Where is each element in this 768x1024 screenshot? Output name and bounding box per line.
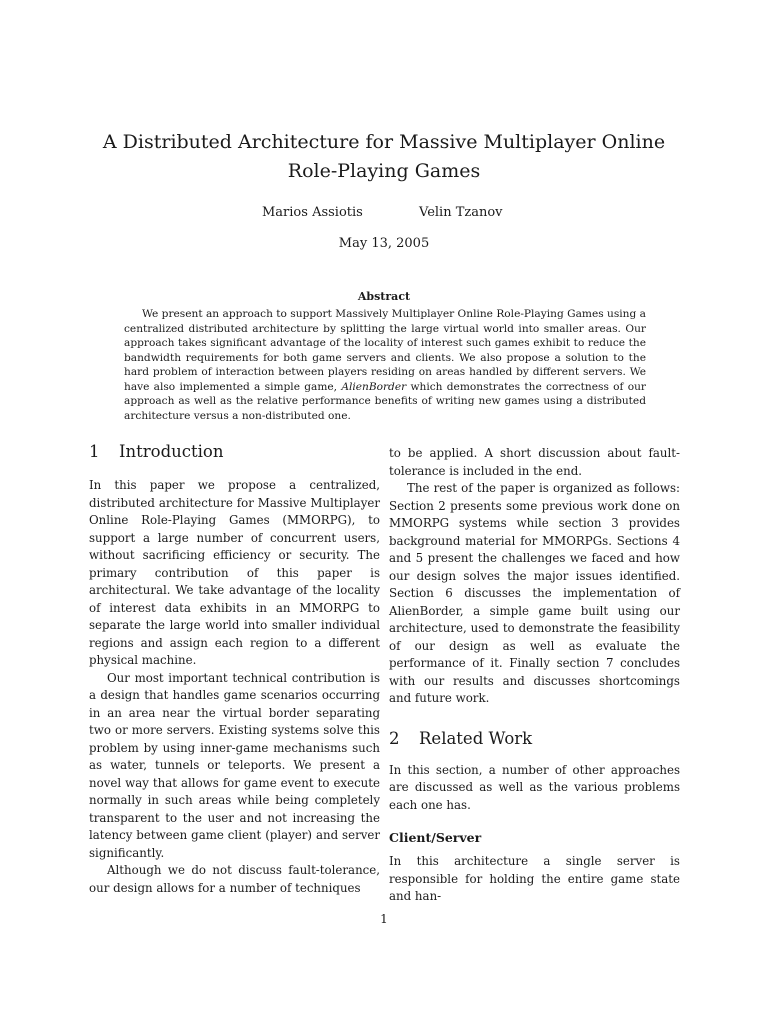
body-paragraph: In this architecture a single server is responsible for holding the entire game state and han- <box>389 854 680 903</box>
left-column <box>89 440 380 897</box>
body-paragraph: In this section, a number of other approaches are discussed as well as the various problems each one has. <box>389 762 680 812</box>
body-paragraph: Our most important technical contribution is a design that handles game scenarios occurring in an area near the virtual border separating two or more servers. Existing systems solve this problem by using inner-game mechanisms such as water, tunnels or teleports. We present a novel way that allows for game event to execute normally in such areas while being completely transparent to the user and not increasing the latency between game client (player) and server significantly. <box>89 670 380 860</box>
publication-date: May 13, 2005 <box>338 236 430 251</box>
body-paragraph: to be applied. A short discussion about fault-tolerance is included in the end. <box>389 446 680 478</box>
section-title: Introduction <box>119 442 224 461</box>
section-title: Related Work <box>419 728 533 748</box>
author-list <box>0 205 768 225</box>
body-paragraph: The rest of the paper is organized as follows: Section 2 presents some previous work done on MMORPG systems while section 3 provides background material for MMORPGs. Sections 4 and 5 present the challenges we faced and how our design solves the major issues identified. Section 6 discusses the implementation of AlienBorder, a simple game built using our architecture, used to demonstrate the feasibility of our design as well as evaluate the performance of it. Finally section 7 concludes with our results and discusses shortcomings and future work. <box>389 481 680 705</box>
body-paragraph: Although we do not discuss fault-tolerance, our design allows for a number of techniques <box>89 863 380 895</box>
section-number: 1 <box>89 442 100 461</box>
abstract-heading: Abstract <box>357 290 411 303</box>
abstract-text-part: which demonstrates the correctness of our approach as well as the relative performance benefits of writing new games using a distributed architecture versus a non-distributed one. <box>124 380 646 422</box>
author-name: Marios Assiotis <box>262 205 363 220</box>
right-column <box>389 445 680 906</box>
body-paragraph: In this paper we propose a centralized, distributed architecture for Massive Multiplayer Online Role-Playing Games (MMORPG), to support a large number of concurrent users, without sacrificing efficiency or security. The primary contribution of this paper is architectural. We take advantage of the locality of interest data exhibits in an MMORPG to separate the large world into smaller individual regions and assign each region to a different physical machine. <box>89 478 380 667</box>
abstract-text-part: We present an approach to support Massively Multiplayer Online Role-Playing Games using a centralized distributed architecture by splitting the large virtual world into smaller areas. Our approach takes significant advantage of the locality of interest such games exhibit to reduce the bandwidth requirements for both game servers and clients. We also propose a solution to the hard problem of interaction between players residing on areas handled by different servers. We have also implemented a simple game, <box>124 308 646 393</box>
author-name: Velin Tzanov <box>419 205 503 220</box>
section-heading-introduction <box>89 440 380 464</box>
section-number: 2 <box>389 728 400 748</box>
page-number: 1 <box>380 912 388 926</box>
section-heading-related-work <box>389 727 680 751</box>
game-name-emphasis: AlienBorder <box>341 380 407 393</box>
abstract-text <box>124 307 646 423</box>
paper-title: A Distributed Architecture for Massive Multiplayer Online Role-Playing Games <box>102 131 666 182</box>
subsection-heading-client-server: Client/Server <box>389 830 482 845</box>
